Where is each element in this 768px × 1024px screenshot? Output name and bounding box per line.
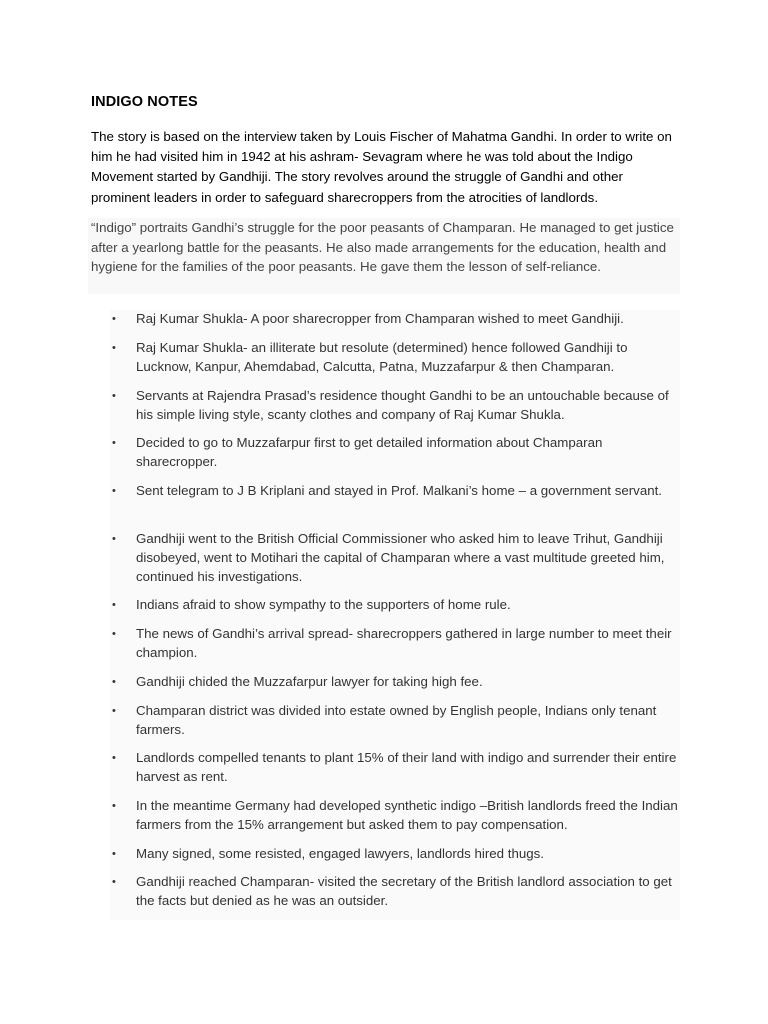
bullet-icon: • — [112, 876, 116, 888]
bullet-icon: • — [112, 390, 116, 402]
list-item-text: Sent telegram to J B Kriplani and stayed in Prof. Malkani’s home – a government servant. — [136, 483, 662, 498]
list-item-text: Gandhiji chided the Muzzafarpur lawyer for taking high fee. — [136, 674, 483, 689]
bullet-icon: • — [112, 533, 116, 545]
list-item-text: Decided to go to Muzzafarpur first to get detailed information about Champaran sharecropper. — [136, 435, 603, 469]
list-item-text: Raj Kumar Shukla- an illiterate but resolute (determined) hence followed Gandhiji to Lucknow, Kanpur, Ahemdabad, Calcutta, Patna, Muzzafarpur & then Champaran. — [136, 340, 628, 374]
bullet-icon: • — [112, 437, 116, 449]
list-item-text: Gandhiji went to the British Official Commissioner who asked him to leave Trihut, Gandhiji disobeyed, went to Motihari the capital of Champaran where a vast multitude greeted him, continued his investigations. — [136, 531, 665, 584]
list-item-text: Gandhiji reached Champaran- visited the secretary of the British landlord association to get the facts but denied as he was an outsider. — [136, 874, 672, 908]
list-item-text: Many signed, some resisted, engaged lawyers, landlords hired thugs. — [136, 846, 544, 861]
bullet-icon: • — [112, 705, 116, 717]
list-item-text: Indians afraid to show sympathy to the supporters of home rule. — [136, 597, 511, 612]
bullet-icon: • — [112, 848, 116, 860]
bullet-icon: • — [112, 342, 116, 354]
document-title: INDIGO NOTES — [91, 94, 198, 110]
bullet-icon: • — [112, 485, 116, 497]
bullet-icon: • — [112, 313, 116, 325]
list-item-text: Raj Kumar Shukla- A poor sharecropper from Champaran wished to meet Gandhiji. — [136, 311, 624, 326]
bullet-icon: • — [112, 752, 116, 764]
list-item-text: In the meantime Germany had developed synthetic indigo –British landlords freed the Indian farmers from the 15% arrangement but asked them to pay compensation. — [136, 798, 678, 832]
bullet-icon: • — [112, 676, 116, 688]
bullet-icon: • — [112, 599, 116, 611]
list-item-text: The news of Gandhi’s arrival spread- sharecroppers gathered in large number to meet their champion. — [136, 626, 672, 660]
bullet-icon: • — [112, 628, 116, 640]
intro-paragraph: The story is based on the interview taken by Louis Fischer of Mahatma Gandhi. In order to write on him he had visited him in 1942 at his ashram- Sevagram where he was told about the Indigo Movement started by Gandhiji. The story revolves around the struggle of Gandhi and other prominent leaders in order to safeguard sharecroppers from the atrocities of landlords. — [91, 129, 672, 205]
list-item-text: Servants at Rajendra Prasad’s residence thought Gandhi to be an untouchable because of his simple living style, scanty clothes and company of Raj Kumar Shukla. — [136, 388, 669, 422]
summary-paragraph: “Indigo” portraits Gandhi’s struggle for the poor peasants of Champaran. He managed to get justice after a yearlong battle for the peasants. He also made arrangements for the education, health and hygiene for the families of the poor peasants. He gave them the lesson of self-reliance. — [91, 220, 674, 274]
list-item-text: Champaran district was divided into estate owned by English people, Indians only tenant farmers. — [136, 703, 657, 737]
bullet-icon: • — [112, 800, 116, 812]
list-item-text: Landlords compelled tenants to plant 15% of their land with indigo and surrender their entire harvest as rent. — [136, 750, 677, 784]
